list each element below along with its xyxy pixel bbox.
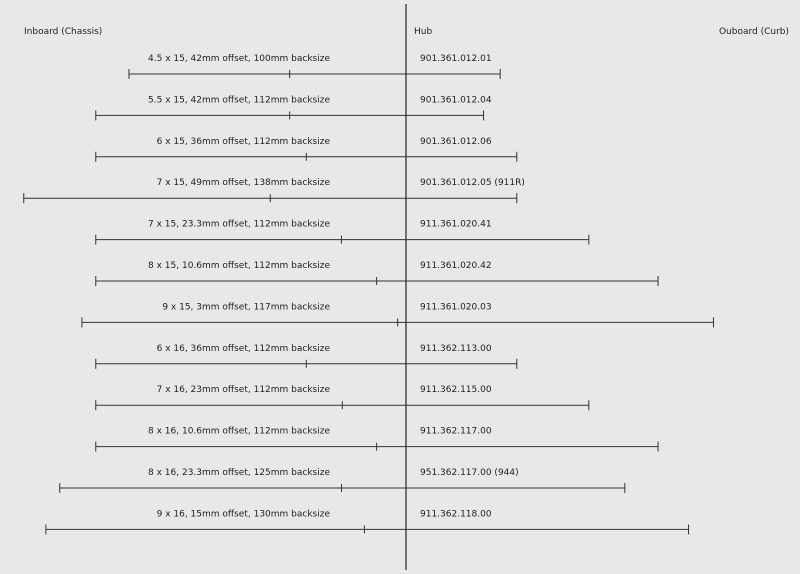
part-number-label: 901.361.012.05 (911R) <box>420 178 525 189</box>
wheel-spec-label: 8 x 16, 10.6mm offset, 112mm backsize <box>148 426 330 437</box>
hub-header: Hub <box>414 27 433 37</box>
outboard-header: Ouboard (Curb) <box>718 27 789 37</box>
part-number-label: 911.362.117.00 <box>420 426 492 437</box>
wheel-spec-label: 5.5 x 15, 42mm offset, 112mm backsize <box>148 95 330 106</box>
wheel-spec-label: 7 x 15, 49mm offset, 138mm backsize <box>156 178 330 189</box>
part-number-label: 901.361.012.04 <box>420 95 492 106</box>
part-number-label: 911.361.020.03 <box>420 302 492 313</box>
wheel-spec-label: 9 x 16, 15mm offset, 130mm backsize <box>156 509 330 520</box>
wheel-spec-label: 6 x 16, 36mm offset, 112mm backsize <box>156 343 330 354</box>
part-number-label: 901.361.012.01 <box>420 54 492 64</box>
part-number-label: 911.361.020.42 <box>420 261 492 271</box>
wheel-spec-label: 8 x 15, 10.6mm offset, 112mm backsize <box>148 261 330 271</box>
wheel-spec-label: 7 x 15, 23.3mm offset, 112mm backsize <box>148 219 330 230</box>
part-number-label: 911.362.118.00 <box>420 509 492 520</box>
part-number-label: 911.362.115.00 <box>420 385 492 396</box>
wheel-spec-label: 9 x 15, 3mm offset, 117mm backsize <box>162 302 330 313</box>
inboard-header: Inboard (Chassis) <box>24 27 103 37</box>
wheel-spec-label: 7 x 16, 23mm offset, 112mm backsize <box>156 385 330 396</box>
wheel-spec-label: 6 x 15, 36mm offset, 112mm backsize <box>156 136 330 147</box>
wheel-spec-label: 8 x 16, 23.3mm offset, 125mm backsize <box>148 468 330 478</box>
part-number-label: 911.362.113.00 <box>420 343 492 354</box>
part-number-label: 901.361.012.06 <box>420 136 492 147</box>
part-number-label: 951.362.117.00 (944) <box>420 468 519 478</box>
part-number-label: 911.361.020.41 <box>420 219 492 230</box>
wheel-spec-label: 4.5 x 15, 42mm offset, 100mm backsize <box>148 54 330 64</box>
